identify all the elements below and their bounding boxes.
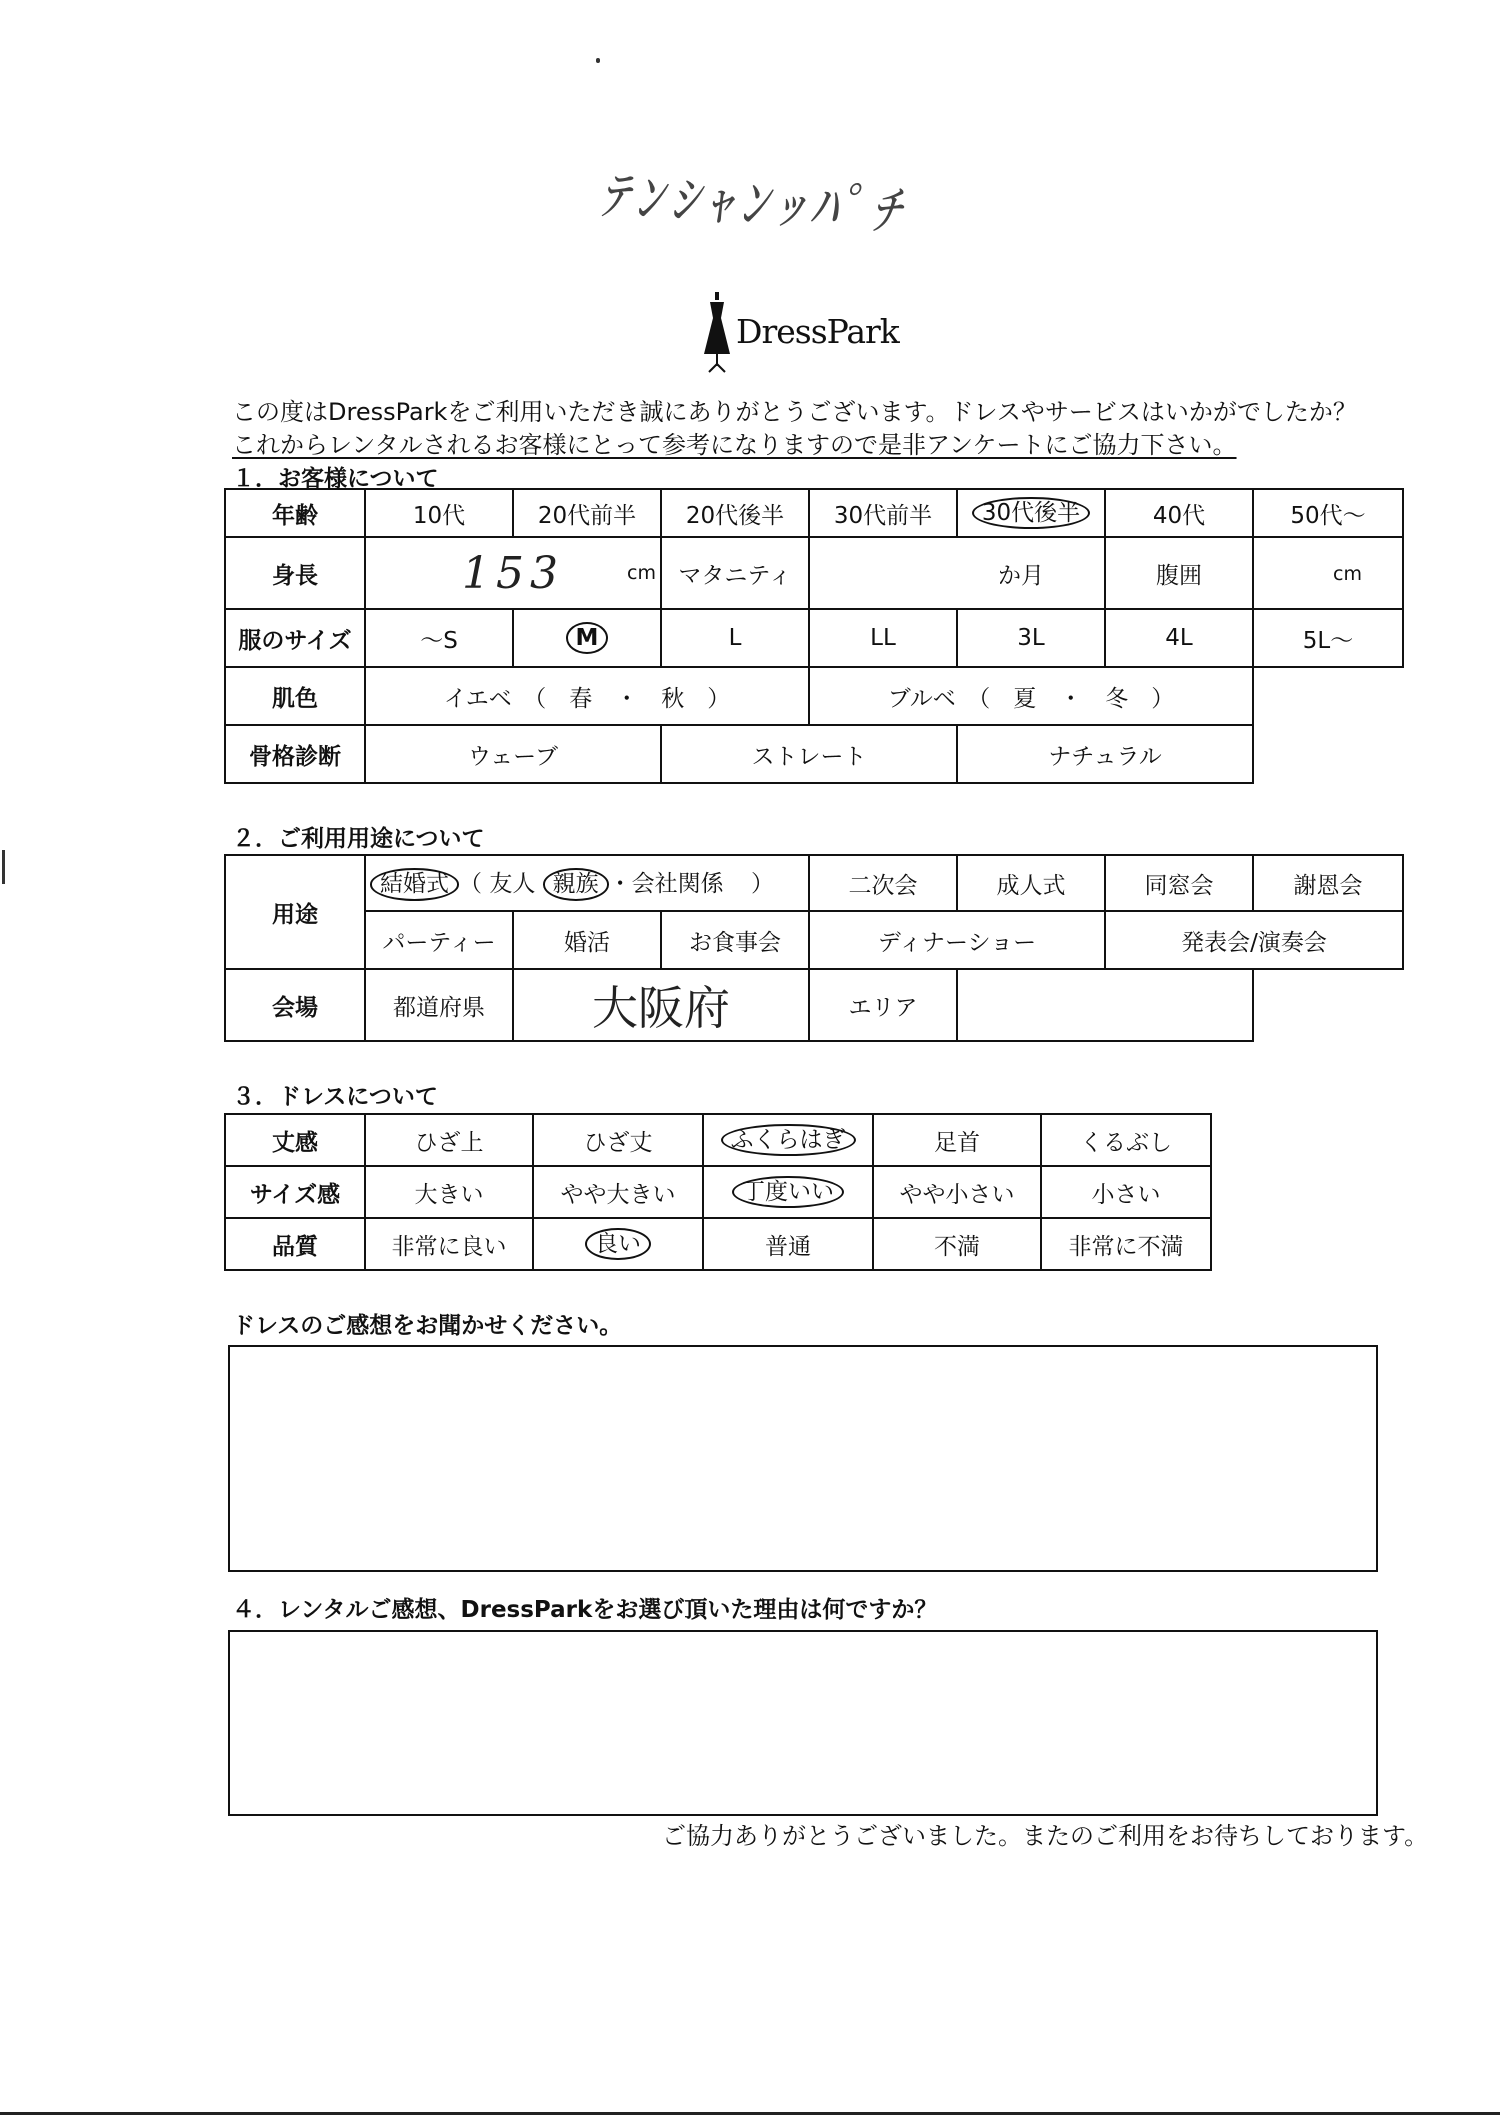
age-option[interactable]: 20代後半 — [661, 489, 809, 537]
age-option[interactable]: 10代 — [365, 489, 513, 537]
months-unit: か月 — [998, 562, 1044, 589]
dress-mannequin-icon — [700, 292, 734, 374]
purpose-row-2 — [225, 911, 1403, 969]
skin-label: 肌色 — [225, 667, 365, 725]
scan-speck — [596, 58, 600, 63]
length-option[interactable]: くるぶし — [1041, 1114, 1211, 1166]
size-option[interactable]: ～S — [365, 609, 513, 667]
age-option[interactable]: 40代 — [1105, 489, 1253, 537]
fit-option[interactable]: 大きい — [365, 1166, 533, 1218]
size-option[interactable]: L — [661, 609, 809, 667]
skin-blue-option[interactable]: ブルベ （ 夏 ・ 冬 ） — [809, 667, 1253, 725]
fit-option-selected[interactable] — [703, 1166, 873, 1218]
frame-option[interactable]: ナチュラル — [957, 725, 1253, 783]
maternity-field[interactable] — [809, 537, 1105, 609]
dress-impression-prompt: ドレスのご感想をお聞かせください。 — [232, 1313, 623, 1339]
customer-table — [224, 488, 1404, 784]
quality-option[interactable]: 普通 — [703, 1218, 873, 1270]
prefecture-field[interactable] — [513, 969, 809, 1041]
frame-option[interactable]: ウェーブ — [365, 725, 661, 783]
fit-option[interactable]: 小さい — [1041, 1166, 1211, 1218]
skin-row — [225, 667, 1403, 725]
handwritten-note: ﾃﾝｼｬﾝｯﾊﾟﾁ — [598, 164, 909, 244]
wedding-company-option[interactable]: ・会社関係 — [608, 871, 724, 898]
age-option[interactable]: 20代前半 — [513, 489, 661, 537]
purpose-table — [224, 854, 1404, 1042]
height-row — [225, 537, 1403, 609]
footer-thanks: ご協力ありがとうございました。またのご利用をお待ちしております。 — [662, 1822, 1429, 1850]
waist-field[interactable] — [1253, 537, 1403, 609]
size-option[interactable]: 5L～ — [1253, 609, 1403, 667]
size-option-selected[interactable] — [513, 609, 661, 667]
length-option[interactable]: ひざ丈 — [533, 1114, 703, 1166]
selection-circle: 30代後半 — [972, 497, 1090, 529]
fit-option[interactable]: やや大きい — [533, 1166, 703, 1218]
height-unit: cm — [627, 562, 656, 584]
purpose-option[interactable]: 二次会 — [809, 855, 957, 911]
frame-row — [225, 725, 1403, 783]
frame-option[interactable]: ストレート — [661, 725, 957, 783]
age-option-selected[interactable] — [957, 489, 1105, 537]
length-option-selected[interactable] — [703, 1114, 873, 1166]
brand-name: DressPark — [736, 312, 899, 351]
purpose-row-1 — [225, 855, 1403, 911]
empty-cell — [1253, 969, 1403, 1041]
height-value: 153 — [462, 547, 564, 599]
intro-line-2: これからレンタルされるお客様にとって参考になりますので是非アンケートにご協力下さい。 — [232, 431, 1237, 459]
empty-cell — [1253, 725, 1403, 783]
age-row — [225, 489, 1403, 537]
quality-option[interactable]: 不満 — [873, 1218, 1041, 1270]
fit-option[interactable]: やや小さい — [873, 1166, 1041, 1218]
wedding-friend-option[interactable]: 友人 — [489, 871, 536, 898]
quality-label: 品質 — [225, 1218, 365, 1270]
intro-line-1: この度はDressParkをご利用いただき誠にありがとうございます。ドレスやサービスはいかがでしたか？ — [232, 398, 1357, 426]
selection-circle: 丁度いい — [732, 1176, 844, 1208]
empty-cell — [1253, 667, 1403, 725]
section4-title: ４．レンタルご感想、DressParkをお選び頂いた理由は何ですか？ — [232, 1597, 938, 1623]
waist-unit: cm — [1333, 563, 1362, 585]
section3-title: ３．ドレスについて — [232, 1084, 438, 1110]
purpose-label: 用途 — [225, 855, 365, 969]
length-option[interactable]: ひざ上 — [365, 1114, 533, 1166]
purpose-option[interactable]: 婚活 — [513, 911, 661, 969]
paren-open: （ — [459, 871, 482, 898]
section2-title: ２．ご利用用途について — [232, 826, 485, 852]
size-option[interactable]: 4L — [1105, 609, 1253, 667]
size-option[interactable]: 3L — [957, 609, 1105, 667]
dress-table — [224, 1113, 1212, 1271]
purpose-option[interactable]: 謝恩会 — [1253, 855, 1403, 911]
length-row — [225, 1114, 1211, 1166]
length-option[interactable]: 足首 — [873, 1114, 1041, 1166]
purpose-option[interactable]: ディナーショー — [809, 911, 1105, 969]
venue-row — [225, 969, 1403, 1041]
purpose-option[interactable]: 成人式 — [957, 855, 1105, 911]
brand-logo — [700, 292, 920, 374]
section1-title: １．お客様について — [232, 466, 439, 492]
fit-label: サイズ感 — [225, 1166, 365, 1218]
height-label: 身長 — [225, 537, 365, 609]
area-label: エリア — [809, 969, 957, 1041]
selection-circle: ふくらはぎ — [721, 1124, 856, 1156]
paren-close: ） — [750, 871, 774, 898]
frame-label: 骨格診断 — [225, 725, 365, 783]
purpose-option[interactable]: パーティー — [365, 911, 513, 969]
area-field[interactable] — [957, 969, 1253, 1041]
waist-label: 腹囲 — [1105, 537, 1253, 609]
purpose-option[interactable]: 同窓会 — [1105, 855, 1253, 911]
prefecture-value: 大阪府 — [592, 981, 730, 1035]
dress-impression-textarea[interactable] — [228, 1345, 1378, 1572]
skin-yellow-option[interactable]: イエベ （ 春 ・ 秋 ） — [365, 667, 809, 725]
venue-label: 会場 — [225, 969, 365, 1041]
wedding-option[interactable] — [365, 855, 809, 911]
quality-row — [225, 1218, 1211, 1270]
scan-bottom-line — [0, 2112, 1500, 2115]
rental-reason-textarea[interactable] — [228, 1630, 1378, 1816]
prefecture-label: 都道府県 — [365, 969, 513, 1041]
size-row — [225, 609, 1403, 667]
purpose-option[interactable]: お食事会 — [661, 911, 809, 969]
age-label: 年齢 — [225, 489, 365, 537]
selection-circle: 親族 — [543, 868, 609, 900]
size-option[interactable]: LL — [809, 609, 957, 667]
quality-option-selected[interactable] — [533, 1218, 703, 1270]
selection-circle: 良い — [585, 1228, 651, 1260]
quality-option[interactable]: 非常に不満 — [1041, 1218, 1211, 1270]
selection-circle: 結婚式 — [370, 868, 459, 900]
maternity-label: マタニティ — [661, 537, 809, 609]
length-label: 丈感 — [225, 1114, 365, 1166]
height-field[interactable] — [365, 537, 661, 609]
age-option[interactable]: 30代前半 — [809, 489, 957, 537]
scan-edge-mark — [2, 850, 5, 884]
age-option[interactable]: 50代～ — [1253, 489, 1403, 537]
selection-circle: M — [566, 622, 609, 654]
size-label: 服のサイズ — [225, 609, 365, 667]
quality-option[interactable]: 非常に良い — [365, 1218, 533, 1270]
fit-row — [225, 1166, 1211, 1218]
purpose-option[interactable]: 発表会/演奏会 — [1105, 911, 1403, 969]
